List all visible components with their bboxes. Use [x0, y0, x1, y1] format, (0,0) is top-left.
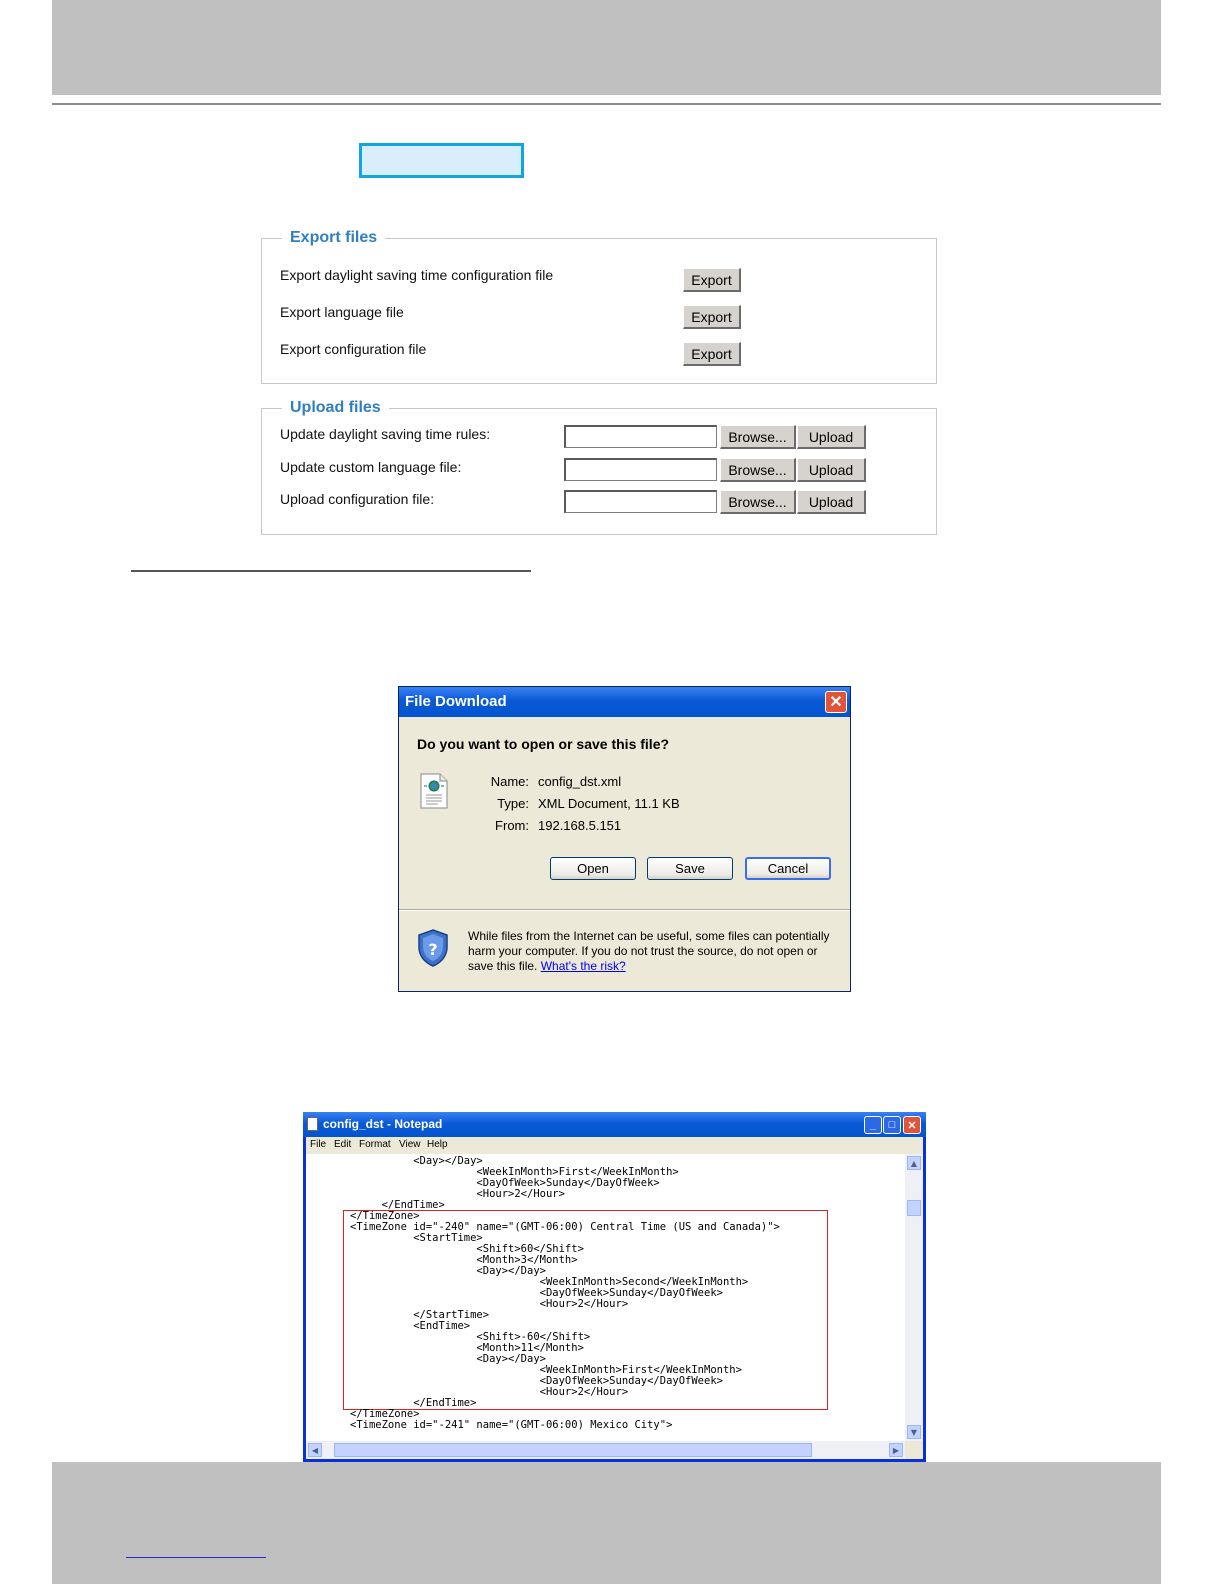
upload-dst-file-input[interactable] — [564, 425, 717, 448]
page-footer-band — [52, 1462, 1161, 1584]
file-type-value: XML Document, 11.1 KB — [538, 796, 680, 811]
code-line: <Hour>2</Hour> — [350, 1386, 629, 1398]
close-icon[interactable]: ✕ — [903, 1116, 921, 1134]
dialog-question: Do you want to open or save this file? — [417, 736, 670, 752]
from-key: From: — [495, 818, 529, 833]
code-line: <Hour>2</Hour> — [350, 1188, 565, 1200]
vertical-scroll-thumb[interactable] — [907, 1200, 921, 1216]
code-line: <Day></Day> — [350, 1353, 546, 1365]
export-config-label: Export configuration file — [280, 341, 427, 357]
scroll-down-icon[interactable]: ▼ — [907, 1425, 921, 1439]
type-key: Type: — [497, 796, 529, 811]
close-icon[interactable]: ✕ — [825, 691, 847, 713]
svg-text:?: ? — [428, 940, 438, 959]
upload-config-file-input[interactable] — [564, 490, 717, 513]
notepad-window — [303, 1112, 926, 1462]
upload-language-upload-button[interactable]: Upload — [797, 458, 866, 482]
code-line: <StartTime> — [350, 1232, 483, 1244]
export-config-button[interactable]: Export — [683, 342, 741, 366]
file-from-value: 192.168.5.151 — [538, 818, 622, 833]
export-dst-label: Export daylight saving time configuration file — [280, 267, 554, 283]
menu-help[interactable]: Help — [427, 1139, 448, 1150]
page-header-band — [52, 0, 1161, 95]
code-line: <DayOfWeek>Sunday</DayOfWeek> — [350, 1375, 723, 1387]
file-name-value: config_dst.xml — [538, 774, 622, 789]
file-download-dialog — [398, 686, 851, 992]
dialog-separator — [399, 909, 850, 911]
upload-language-file-input[interactable] — [564, 458, 717, 481]
cancel-button[interactable]: Cancel — [745, 857, 831, 880]
highlighted-button-frame[interactable] — [359, 143, 524, 178]
code-line: <Shift>-60</Shift> — [350, 1331, 591, 1343]
upload-config-browse-button[interactable]: Browse... — [720, 490, 796, 514]
notepad-text-area[interactable] — [306, 1154, 905, 1441]
notepad-title-bar[interactable] — [303, 1112, 926, 1137]
code-line: <Hour>2</Hour> — [350, 1298, 629, 1310]
code-line: <EndTime> — [350, 1320, 471, 1332]
upload-config-upload-button[interactable]: Upload — [797, 490, 866, 514]
scroll-left-icon[interactable]: ◀ — [308, 1443, 322, 1457]
horizontal-scroll-thumb[interactable] — [334, 1443, 812, 1457]
code-line: </StartTime> — [350, 1309, 490, 1321]
security-shield-icon — [417, 928, 449, 968]
header-rule — [52, 103, 1161, 105]
maximize-icon[interactable]: □ — [883, 1116, 901, 1134]
code-line: </TimeZone> — [350, 1210, 420, 1222]
code-line: </TimeZone> — [350, 1408, 420, 1420]
menu-format[interactable]: Format — [359, 1139, 391, 1150]
menu-file[interactable]: File — [310, 1139, 327, 1150]
export-language-button[interactable]: Export — [683, 305, 741, 329]
upload-dst-browse-button[interactable]: Browse... — [720, 425, 796, 449]
menu-view[interactable]: View — [399, 1139, 421, 1150]
notepad-title: config_dst - Notepad — [323, 1117, 443, 1131]
upload-dst-upload-button[interactable]: Upload — [797, 425, 866, 449]
code-line: <Day></Day> — [350, 1155, 483, 1167]
name-key: Name: — [490, 774, 529, 789]
dialog-title: File Download — [405, 693, 507, 710]
code-line: </EndTime> — [350, 1199, 445, 1211]
code-line: <DayOfWeek>Sunday</DayOfWeek> — [350, 1177, 660, 1189]
upload-language-browse-button[interactable]: Browse... — [720, 458, 796, 482]
horizontal-scrollbar[interactable] — [306, 1441, 905, 1459]
code-line: <WeekInMonth>Second</WeekInMonth> — [350, 1276, 749, 1288]
scroll-up-icon[interactable]: ▲ — [907, 1156, 921, 1170]
minimize-icon[interactable]: _ — [864, 1116, 882, 1134]
code-line: <Month>11</Month> — [350, 1342, 584, 1354]
whats-the-risk-link[interactable]: What's the risk? — [540, 959, 626, 973]
export-dst-button[interactable]: Export — [683, 268, 741, 292]
upload-config-label: Upload configuration file: — [280, 491, 435, 507]
notepad-app-icon — [307, 1117, 318, 1131]
scroll-right-icon[interactable]: ▶ — [889, 1443, 903, 1457]
scrollbar-corner — [905, 1441, 923, 1459]
section-divider — [131, 570, 531, 572]
code-line: <TimeZone id="-240" name="(GMT-06:00) Central Time (US and Canada)"> — [350, 1221, 780, 1233]
menu-edit[interactable]: Edit — [334, 1139, 352, 1150]
code-line: <Shift>60</Shift> — [350, 1243, 584, 1255]
save-button[interactable]: Save — [647, 857, 733, 880]
footer-link-underline[interactable] — [126, 1557, 266, 1558]
code-line: <Day></Day> — [350, 1265, 546, 1277]
upload-dst-label: Update daylight saving time rules: — [280, 426, 491, 442]
export-language-label: Export language file — [280, 304, 404, 320]
export-files-legend: Export files — [290, 229, 378, 246]
security-warning-text: While files from the Internet can be useful, some files can potentially harm your computer. If you do not trust the source, do not open or save this file. — [468, 929, 830, 973]
code-line: <DayOfWeek>Sunday</DayOfWeek> — [350, 1287, 723, 1299]
xml-document-icon — [419, 773, 449, 809]
code-line: <Month>3</Month> — [350, 1254, 578, 1266]
code-line: <WeekInMonth>First</WeekInMonth> — [350, 1166, 679, 1178]
open-button[interactable]: Open — [550, 857, 636, 880]
notepad-menubar — [306, 1137, 923, 1154]
code-line: <TimeZone id="-241" name="(GMT-06:00) Mexico City"> — [350, 1419, 673, 1431]
dialog-title-bar[interactable] — [399, 687, 850, 717]
code-line: <WeekInMonth>First</WeekInMonth> — [350, 1364, 742, 1376]
upload-language-label: Update custom language file: — [280, 459, 462, 475]
upload-files-legend: Upload files — [290, 399, 381, 416]
vertical-scrollbar[interactable] — [905, 1154, 923, 1441]
code-line: </EndTime> — [350, 1397, 477, 1409]
security-warning — [468, 929, 838, 974]
